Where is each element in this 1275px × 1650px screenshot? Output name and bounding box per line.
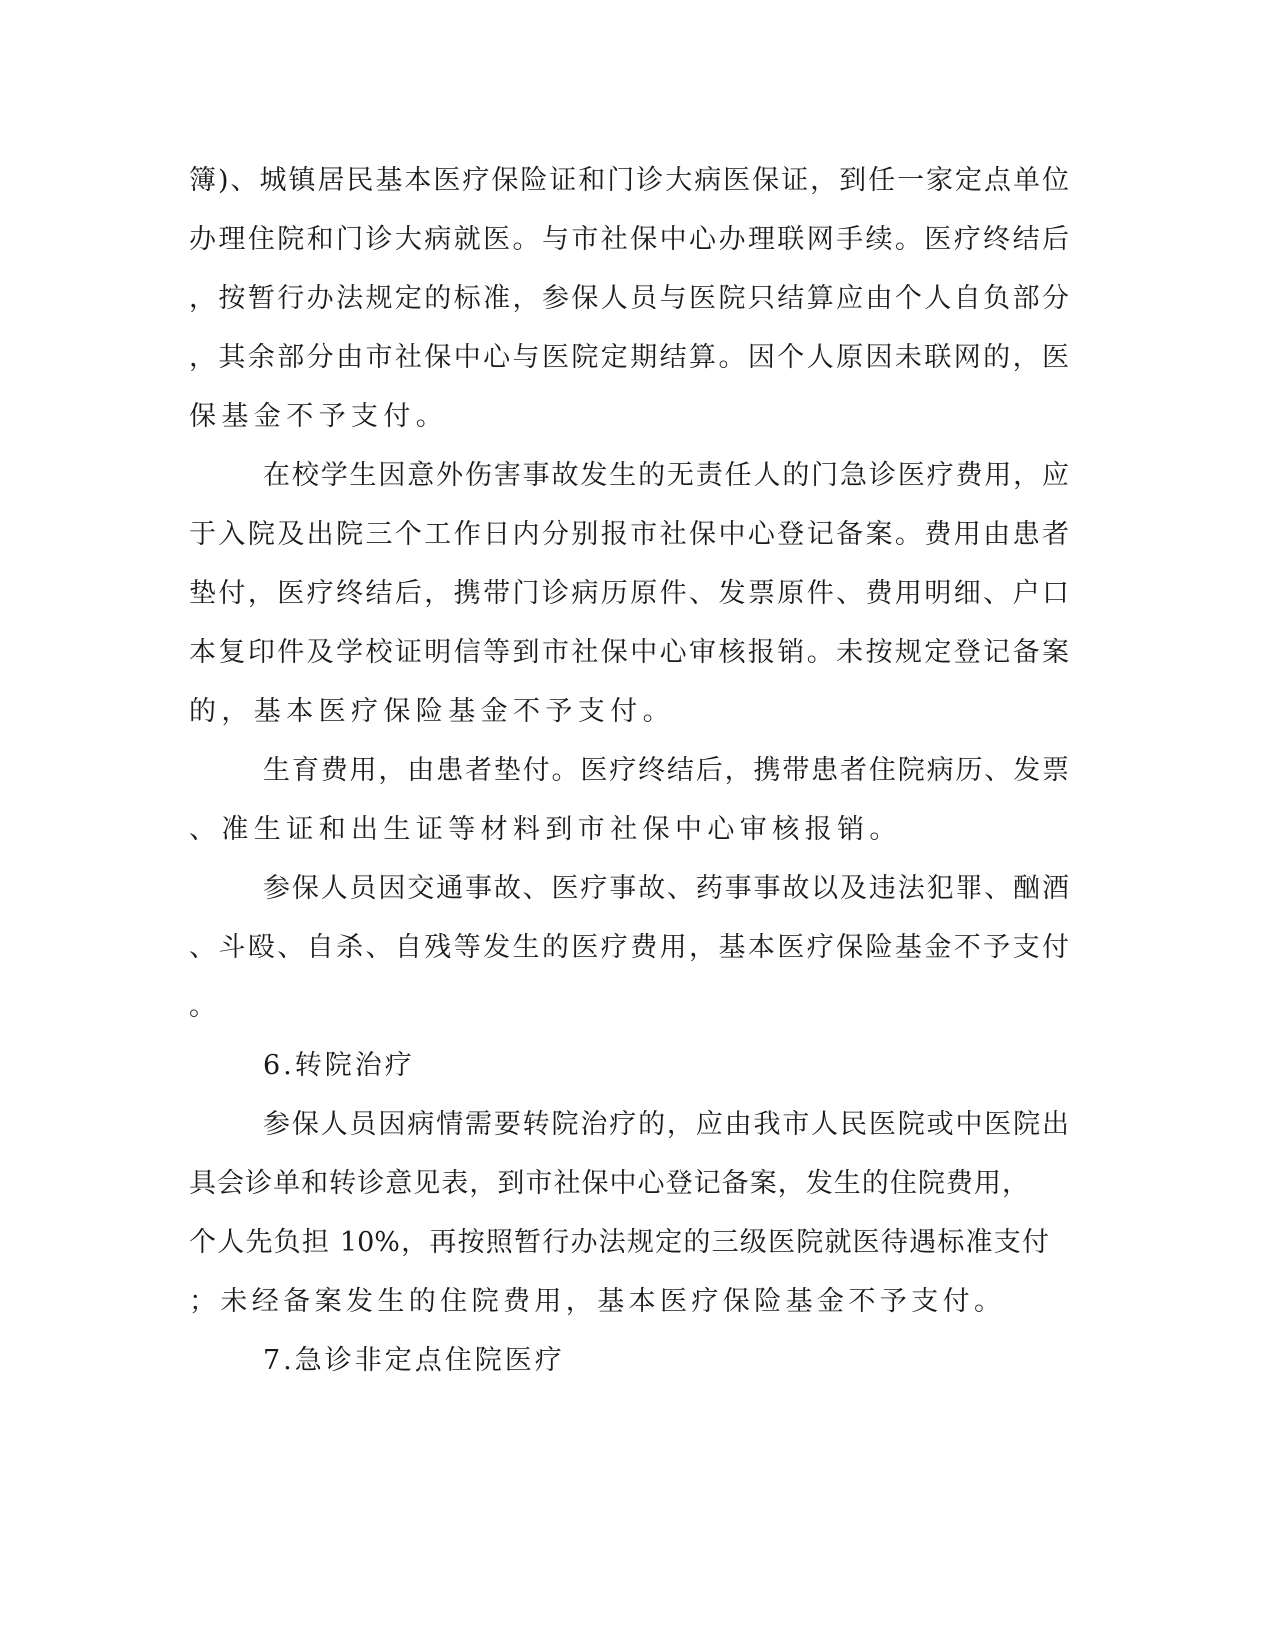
paragraph-line: 保基金不予支付。 <box>189 401 449 432</box>
paragraph-line: 参保人员因交通事故、医疗事故、药事事故以及违法犯罪、酗酒 <box>263 873 1069 904</box>
paragraph-line: 生育费用，由患者垫付。医疗终结后，携带患者住院病历、发票 <box>263 755 1069 786</box>
section-heading: 6.转院治疗 <box>263 1050 415 1081</box>
paragraph-line: 具会诊单和转诊意见表，到市社保中心登记备案，发生的住院费用， <box>189 1168 1029 1199</box>
paragraph-line: 、准生证和出生证等材料到市社保中心审核报销。 <box>189 814 902 845</box>
paragraph-line: 于入院及出院三个工作日内分别报市社保中心登记备案。费用由患者 <box>189 519 1069 550</box>
paragraph-line: 参保人员因病情需要转院治疗的，应由我市人民医院或中医院出 <box>263 1109 1069 1140</box>
paragraph-line: 垫付，医疗终结后，携带门诊病历原件、发票原件、费用明细、户口 <box>189 578 1069 609</box>
paragraph-line: 。 <box>189 991 222 1022</box>
paragraph-line: 在校学生因意外伤害事故发生的无责任人的门急诊医疗费用，应 <box>263 460 1069 491</box>
paragraph-line: 个人先负担 10%，再按照暂行办法规定的三级医院就医待遇标准支付 <box>189 1227 1049 1258</box>
section-heading: 7.急诊非定点住院医疗 <box>263 1345 565 1376</box>
paragraph-line: 、斗殴、自杀、自残等发生的医疗费用，基本医疗保险基金不予支付 <box>189 932 1069 963</box>
paragraph-line: ，按暂行办法规定的标准，参保人员与医院只结算应由个人自负部分 <box>189 283 1069 314</box>
paragraph-line: 本复印件及学校证明信等到市社保中心审核报销。未按规定登记备案 <box>189 637 1069 668</box>
paragraph-line: 的，基本医疗保险基金不予支付。 <box>189 696 675 727</box>
paragraph-line: ，其余部分由市社保中心与医院定期结算。因个人原因未联网的，医 <box>189 342 1069 373</box>
paragraph-line: 办理住院和门诊大病就医。与市社保中心办理联网手续。医疗终结后 <box>189 224 1069 255</box>
paragraph-line: 簿)、城镇居民基本医疗保险证和门诊大病医保证，到任一家定点单位 <box>189 165 1069 196</box>
paragraph-line: ；未经备案发生的住院费用，基本医疗保险基金不予支付。 <box>189 1286 1006 1317</box>
